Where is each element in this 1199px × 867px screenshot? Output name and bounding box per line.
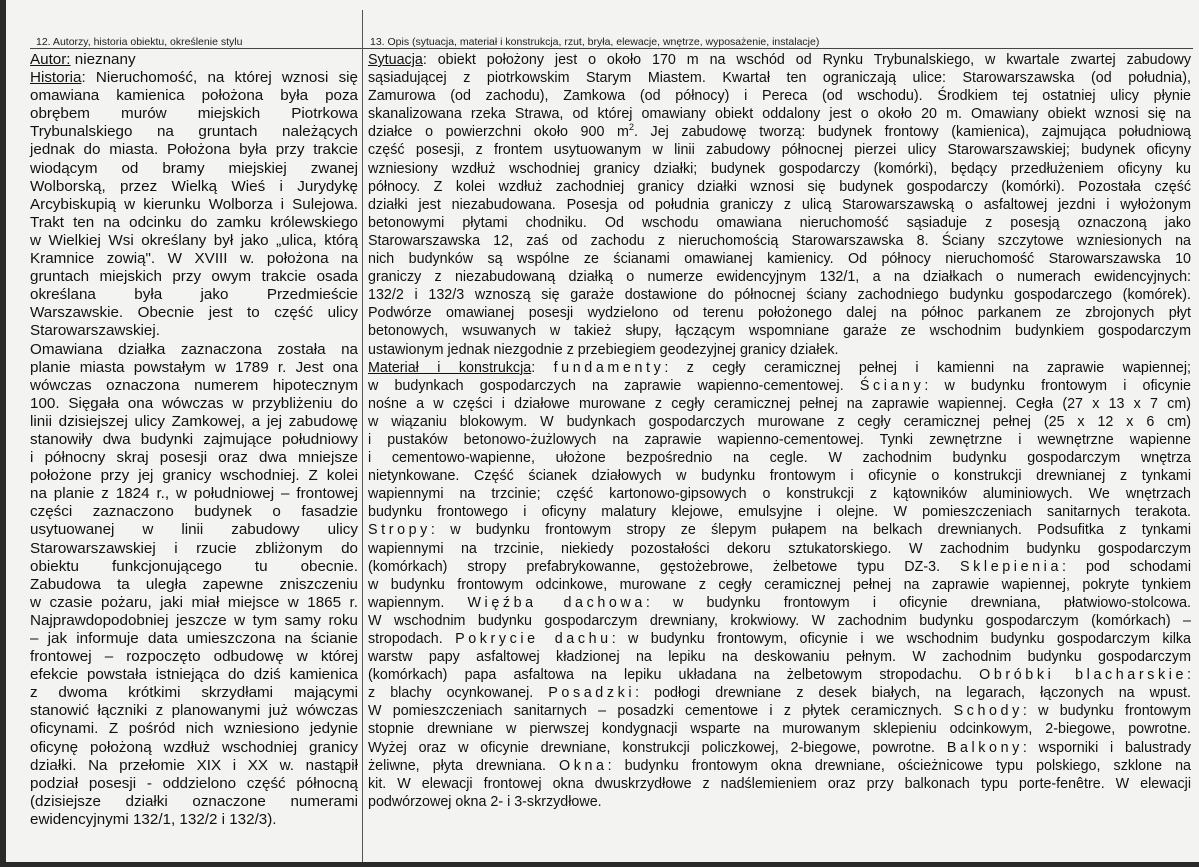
text-line: 132/2 i 132/3 wznoszą się garaże dostawione do północnej ściany zachodniego budynku gospodarczego (komórek). xyxy=(368,287,1191,304)
text-line: i pustaków betonowo-żużlowych na zaprawie wapienno-cementowej. Tynki zewnętrzne i wewnętrzne wapienne xyxy=(368,431,1191,448)
text-line: – jak informuje data umieszczona na ścianie xyxy=(30,630,358,647)
text-line: ustawionym jednak niezgodnie z przebiegiem geodezyjnej granicy działek. xyxy=(368,341,839,358)
text-line: w czasie pożaru, jaki miał miejsce w 1865 r. xyxy=(30,593,358,611)
text-line: 100. Sięgała ona wówczas w przybliżeniu do xyxy=(30,394,358,412)
section-label: Materiał i konstrukcja xyxy=(368,359,532,376)
text-line: linii dzisiejszej ulicy Zamkowej, a jej zabudowę xyxy=(30,412,358,430)
text-line: północy. Z kolei wzdłuż zachodniej granicy działki wznosi się budynek gospodarczy (komórki). Pozostała część xyxy=(368,178,1191,195)
spaced-heading: Balkony xyxy=(946,739,1023,756)
spaced-heading: Okna xyxy=(559,757,608,774)
spaced-heading: Więźba dachowa xyxy=(467,594,646,611)
column-divider xyxy=(362,10,363,862)
text-line: betonowych, wsuwanych w takież słupy, łączącym wspomniane garaże ze wschodnim budynkiem gospodarczym xyxy=(368,323,1191,340)
text-line: stopnie drewniane w pierwszej kondygnacji wsparte na murowanym sklepieniu odcinkowym, 2-biegowe, powrotne. xyxy=(368,721,1191,738)
text-line: kit. W elewacji frontowej okna dwuskrzydłowe z nadślemieniem oraz przy balkonach typu porte-fenêtre. W elewacji xyxy=(368,775,1191,792)
text-line: Starowarszawskiej. xyxy=(30,322,160,340)
text-line: wzniesiony wzdłuż wschodniej granicy działki; budynek gospodarczy (komórki), będący przedłużeniem oficyny ku xyxy=(368,160,1191,177)
text-line: w budynku frontowym odcinkowe, murowane z cegły ceramicznej pełnej na zaprawie wapiennej, pokryte tynkiem xyxy=(368,576,1191,593)
text-line: stropodach. Pokrycie dachu: w budynku frontowym, oficynie i we wschodnim budynku gospodarczym kilka xyxy=(368,631,1191,647)
text-line: W pomieszczeniach sanitarnych – posadzki cementowe i z płytek ceramicznych. Schody: w budynku frontowym xyxy=(368,703,1191,720)
text-line: Omawiana działka zaznaczona została na xyxy=(30,340,358,358)
text-line: efekcie powstała istniejąca do dziś kamienica xyxy=(30,666,358,684)
text-line: oficynami. Z pośród nich wzniesiono jedynie xyxy=(30,720,358,738)
spaced-heading: Pokrycie dachu xyxy=(455,631,612,647)
text-line: podział posesji - oddzielono część północną xyxy=(30,774,358,792)
description-column xyxy=(368,51,1191,811)
text-line: usytuowanej w linii zabudowy ulicy xyxy=(30,521,358,539)
text-line: Warszawskie. Obecnie jest to część ulicy xyxy=(30,304,358,322)
text-line: oficynę położoną wzdłuż wschodniej granicy xyxy=(30,738,358,756)
section-label: Sytuacja xyxy=(368,52,423,68)
text-line: części zaznaczono budynek o fasadzie xyxy=(30,503,358,521)
text-line: w wiązaniu blokowym. W budynkach gospodarczych murowane z cegły ceramicznej pełnej (25 x 12 x 6 cm) xyxy=(368,413,1191,430)
text-line: Trakt ten na odcinku do zamku królewskiego xyxy=(30,213,358,231)
text-line: Trybunalskiego na gruntach należących xyxy=(30,123,358,141)
text-line: położone przy jej granicy wschodniej. Z kolei xyxy=(30,467,358,485)
text-line: (dzisiejsze działki oznaczone numerami xyxy=(30,792,358,810)
spaced-heading: fundamenty xyxy=(553,359,665,376)
text-line: z blachy ocynkowanej. Posadzki: podłogi drewniane z desek białych, na legarach, łączonych na wpust. xyxy=(368,685,1191,702)
spaced-heading: Obróbki blacharskie xyxy=(979,667,1188,684)
text-line: w budynkach gospodarczych na zaprawie wapienno-cementowej. Ściany: w budynku frontowym i oficynie xyxy=(368,377,1191,394)
text-line: frontowej – rozpoczęto odbudowę w której xyxy=(30,648,358,666)
text-line: ewidencyjnymi 132/1, 132/2 i 132/3). xyxy=(30,810,277,828)
spaced-heading: Stropy xyxy=(368,522,431,539)
history-column xyxy=(30,51,358,829)
text-line: Stropy: w budynku frontowym stropy ze ślepym pułapem na belkach drewnianych. Podsufitka z tynkami xyxy=(368,522,1191,539)
text-line: (komórkach) papa asfaltowa na lepiku układana na żelbetowym stropodachu. Obróbki blacharskie: xyxy=(368,667,1192,684)
text-line: w Wielkiej Wsi określany był jako „ulica, którą xyxy=(30,231,358,249)
text-line: Najprawdopodobniej jeszcze w tym samy roku xyxy=(30,611,358,629)
text-line: Starowarszawskiej i rzucie zbliżonym do xyxy=(30,539,358,557)
text-line: Materiał i konstrukcja: fundamenty: z cegły ceramicznej pełnej i kamienni na zaprawie wapiennej; xyxy=(368,359,1191,376)
text-line: Podwórze omawianej posesji wydzielono od terenu położonego dalej na północ parkanem ze zbrojonych płyt xyxy=(368,305,1191,322)
text-line: warstw papy asfaltowej kładzionej na lepiku na deskowaniu pełnym. W zachodnim budynku gospodarczym xyxy=(368,649,1191,666)
text-line: określana była jako Przedmieście xyxy=(30,286,358,304)
text-line: Historia: Nieruchomość, na której wznosi się xyxy=(30,69,358,87)
section-label: Historia xyxy=(30,69,82,87)
text-line: wapiennym. Więźba dachowa: w budynku frontowym i oficynie drewniana, płatwiowo-stolcowa. xyxy=(368,594,1192,611)
document-sheet xyxy=(6,0,1199,862)
text-line: wapiennymi na trzcinie; część kartonowo-gipsowych o konstrukcji z kątowników aluminiowych. We wnętrzach xyxy=(368,486,1191,503)
text-line: i północny skraj posesji oraz dwa mniejsze xyxy=(30,449,358,467)
text-line: W wschodnim budynku gospodarczym drewniany, krokwiowy. W zachodnim budynku gospodarczym (komórkach) – xyxy=(368,612,1191,629)
text-line: żeliwne, płyta drewniana. Okna: budynku frontowym okna drewniane, ościeżnicowe typu polskiego, szklone na xyxy=(368,757,1192,774)
text-line: wapiennymi na trzcinie, niekiedy pozostałości dekoru sztukatorskiego. W zachodnim budynku gospodarczym xyxy=(368,540,1191,557)
text-line: działce o powierzchni około 900 $m^2$. Jej zabudowę tworzą: budynek frontowy (kamienica), zajmująca południową xyxy=(368,122,1191,141)
text-line: skanalizowana rzeka Strawa, od której omawiany obiekt oddalony jest o około 20 m. Omawiany obiekt wznosi się na xyxy=(368,106,1191,123)
text-line: Zamurowa (od zachodu), Zamkowa (od północy) i Pereca (od wschodu). Środkiem tej ostatniej ulicy płynie xyxy=(368,88,1191,105)
text-line: stanowić łączniki z planowanymi już wówczas xyxy=(30,702,358,720)
section-label: Autor: xyxy=(30,51,71,68)
text-line: sąsiadującej z piotrkowskim Starym Miastem. Kwartał ten ograniczają ulice: Starowarszawska (od południa), xyxy=(368,70,1191,87)
text-line: Zabudowa ta uległa zapewne zniszczeniu xyxy=(30,575,358,593)
text-line: z dwoma krótkimi skrzydłami mającymi xyxy=(30,684,358,702)
text-line: stanowiły dwa budynki zajmujące południowy xyxy=(30,430,358,448)
text-line: podwórzowej okna 2- i 3-skrzydłowe. xyxy=(368,793,602,810)
text-line: obrębem murów miejskich Piotrkowa xyxy=(30,105,358,123)
spaced-heading: Ściany xyxy=(859,377,925,394)
text-line: wówczas oznaczona numerem hipotecznym xyxy=(30,376,358,394)
section-13-header: 13. Opis (sytuacja, materiał i konstrukcja, rzut, bryła, elewacje, wnętrze, wyposażenie, instalacje) xyxy=(370,36,820,48)
header-divider xyxy=(30,48,1193,49)
text-line: gruntach miejskich przy owym trakcie osada xyxy=(30,268,358,286)
text-line: budynku frontowego i oficyny malatury klejowe, emulsyjne i olejne. W pomieszczeniach sanitarnych terakota. xyxy=(368,504,1191,521)
text-line: Autor: nieznany xyxy=(30,51,136,68)
text-line: działki jest niezabudowana. Posesja od południa graniczy z ulicą Starowarszawską o asfaltowej jezdni i wyłożonym xyxy=(368,196,1191,213)
text-line: Wolborską, przez Wielką Wieś i Jurydykę xyxy=(30,177,358,195)
text-line: (komórkach) stropy prefabrykowanne, gęstożebrowe, żelbetowe typu DZ-3. Sklepienia: pod schodami xyxy=(368,558,1191,575)
text-line: Wyżej oraz w oficynie drewniane, konstrukcji policzkowej, 2-biegowe, powrotne. Balkony: wsporniki i balustrady xyxy=(368,739,1191,756)
text-line: planie miasta powstałym w 1789 r. Jest ona xyxy=(30,358,358,376)
text-line: nich budynków są wspólne ze ścianami omawianej kamienicy. Od północy nieruchomość Starowarszawska 10 xyxy=(368,251,1191,268)
spaced-heading: Schody xyxy=(953,703,1023,720)
text-line: betonowymi płytami chodniku. Od wschodu omawiana nieruchomość sąsiaduje z posesją oznaczoną jako xyxy=(368,214,1191,231)
text-line: i cementowo-wapienne, ułożone bezpośrednio na cegle. W zachodnim budynku gospodarczym wnętrza xyxy=(368,450,1191,467)
spaced-heading: Posadzki xyxy=(548,685,636,702)
text-line: na planie z 1824 r., w południowej – frontowej xyxy=(30,485,358,503)
text-line: działki. Na przełomie XIX i XX w. nastąpił xyxy=(30,756,358,774)
text-line: obiektu funkcjonującego tu obecnie. xyxy=(30,557,358,575)
spaced-heading: Sklepienia xyxy=(960,558,1063,575)
text-line: Arcybiskupią w kierunku Wolborza i Sulejowa. xyxy=(30,195,358,213)
text-line: jednak do miasta. Położona była przy trakcie xyxy=(30,141,358,159)
text-line: nietynkowane. Część ścianek działowych w budynku frontowym i oficynie o konstrukcji drewnianej z tynkami xyxy=(368,468,1191,485)
text-line: nośne a w części i działowe murowane z cegły ceramicznej pełnej na zaprawie wapiennej. Cegła (27 x 13 x 7 cm) xyxy=(368,395,1191,412)
section-12-header: 12. Autorzy, historia obiektu, określenie stylu xyxy=(36,36,243,48)
text-line: Sytuacja: obiekt położony jest o około 170 m na wschód od Rynku Trybunalskiego, w kwartale zwartej zabudowy xyxy=(368,52,1191,68)
text-line: omawiana kamienica położona była poza xyxy=(30,87,358,105)
text-line: wiodącym od bramy miejskiej zwanej xyxy=(30,159,358,177)
text-line: Kramnice zowią". W XVIII w. położona na xyxy=(30,250,358,268)
text-line: część posesji, z frontem usytuowanym w linii zabudowy północnej pierzei ulicy Starowarszawskiej; budynek oficyny xyxy=(368,142,1191,159)
text-line: Starowarszawska 12, zaś od zachodu z nieruchomością Starowarszawska 8. Ściany szczytowe wzniesionych na xyxy=(368,232,1191,249)
text-line: graniczy z niezabudowaną działką o numerze ewidencyjnym 132/1, a na działkach o numerach ewidencyjnych: xyxy=(368,269,1191,286)
